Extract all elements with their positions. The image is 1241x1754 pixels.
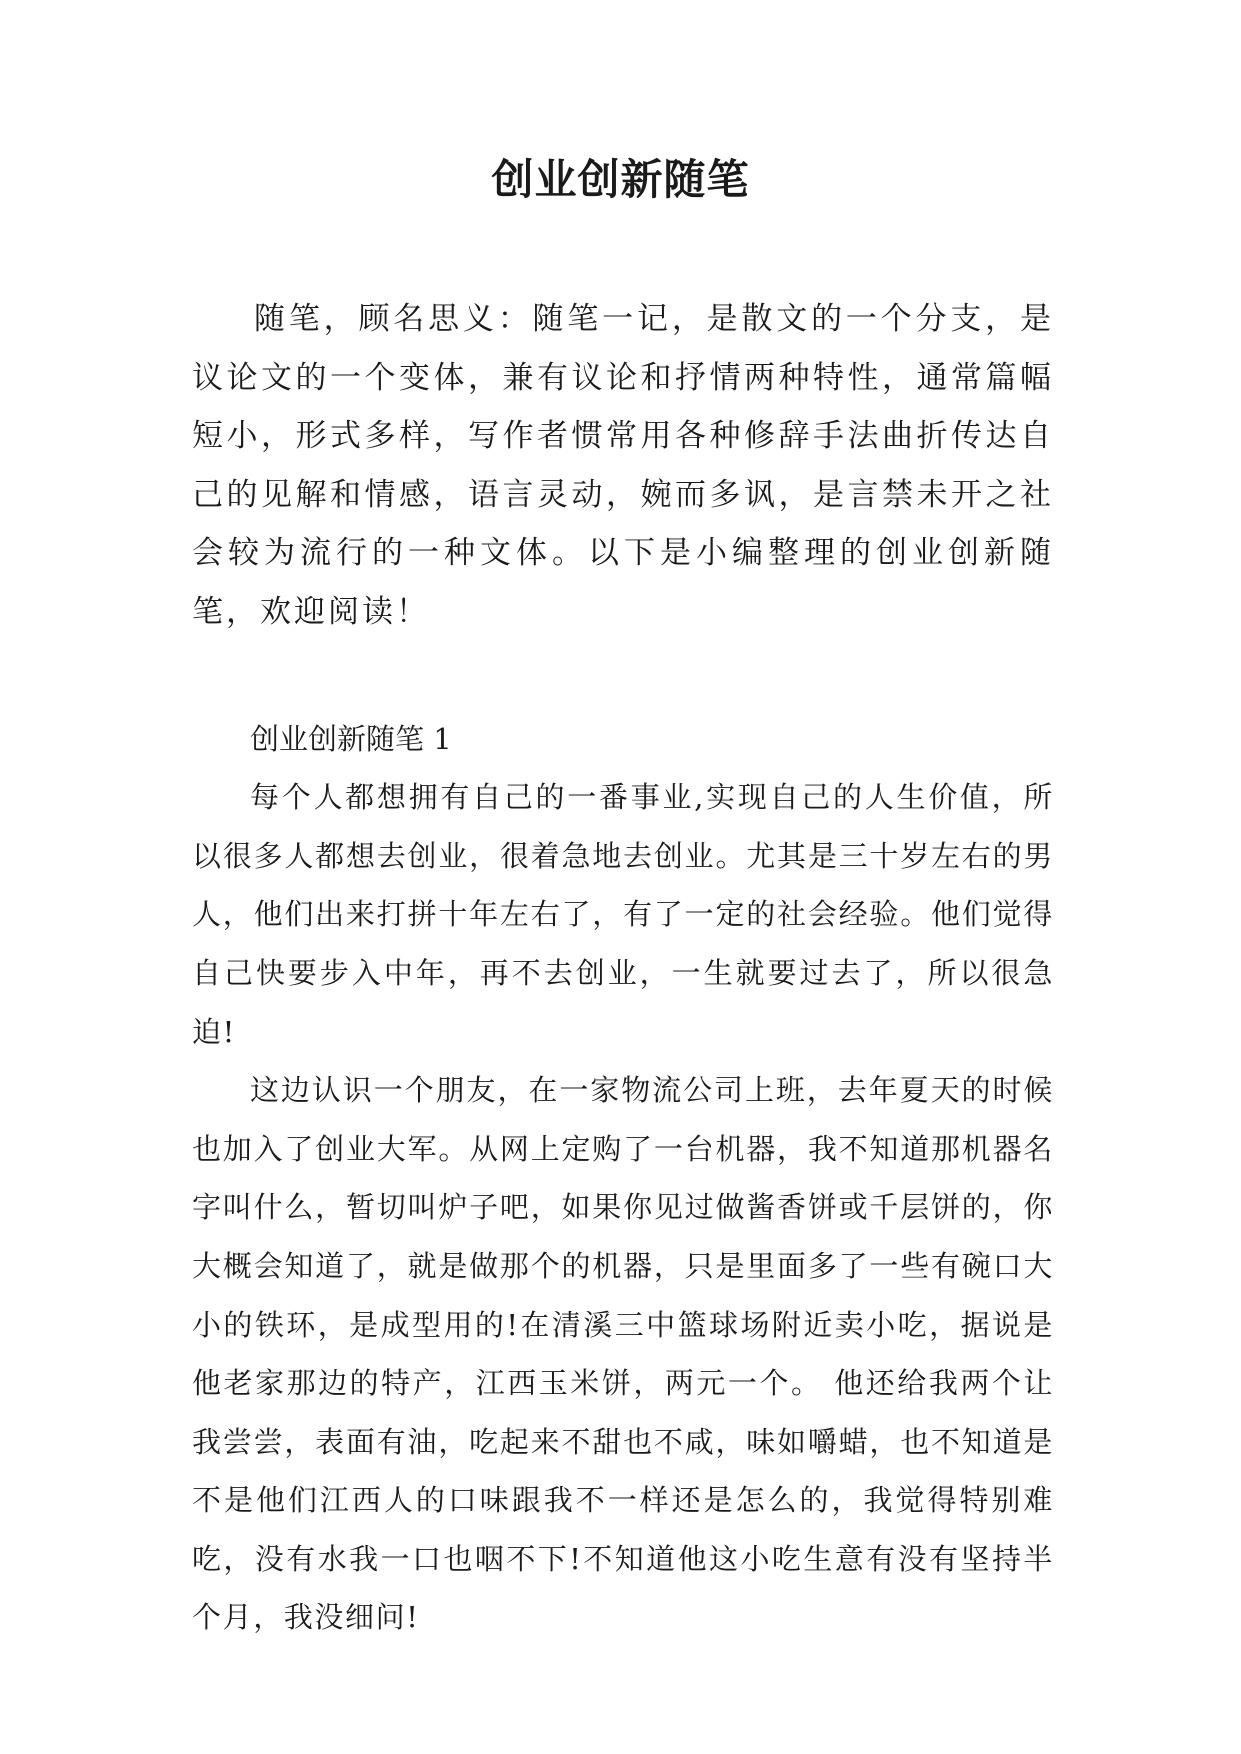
document-body	[192, 290, 1054, 1647]
body-paragraph: 这边认识一个朋友，在一家物流公司上班，去年夏天的时候也加入了创业大军。从网上定购了一台机器，我不知道那机器名字叫什么，暂切叫炉子吧，如果你见过做酱香饼或千层饼的，你大概会知道了，就是做那个的机器，只是里面多了一些有碗口大小的铁环，是成型用的!在清溪三中篮球场附近卖小吃，据说是他老家那边的特产，江西玉米饼，两元一个。 他还给我两个让我尝尝，表面有油，吃起来不甜也不咸，味如嚼蜡，也不知道是不是他们江西人的口味跟我不一样还是怎么的，我觉得特别难吃，没有水我一口也咽不下!不知道他这小吃生意有没有坚持半个月，我没细问!	[192, 1073, 1054, 1635]
section-spacer	[192, 642, 1054, 710]
intro-paragraph: 随笔，顾名思义：随笔一记，是散文的一个分支，是议论文的一个变体，兼有议论和抒情两种特性，通常篇幅短小，形式多样，写作者惯常用各种修辞手法曲折传达自己的见解和情感，语言灵动，婉而多讽，是言禁未开之社会较为流行的一种文体。以下是小编整理的创业创新随笔，欢迎阅读！	[192, 301, 1054, 630]
section-heading: 创业创新随笔 1	[250, 721, 452, 756]
body-paragraph: 每个人都想拥有自己的一番事业,实现自己的人生价值，所以很多人都想去创业，很着急地去创业。尤其是三十岁左右的男人，他们出来打拼十年左右了，有了一定的社会经验。他们觉得自己快要步入中年，再不去创业，一生就要过去了，所以很急迫!	[192, 780, 1054, 1049]
document-title: 创业创新随笔	[491, 155, 750, 204]
